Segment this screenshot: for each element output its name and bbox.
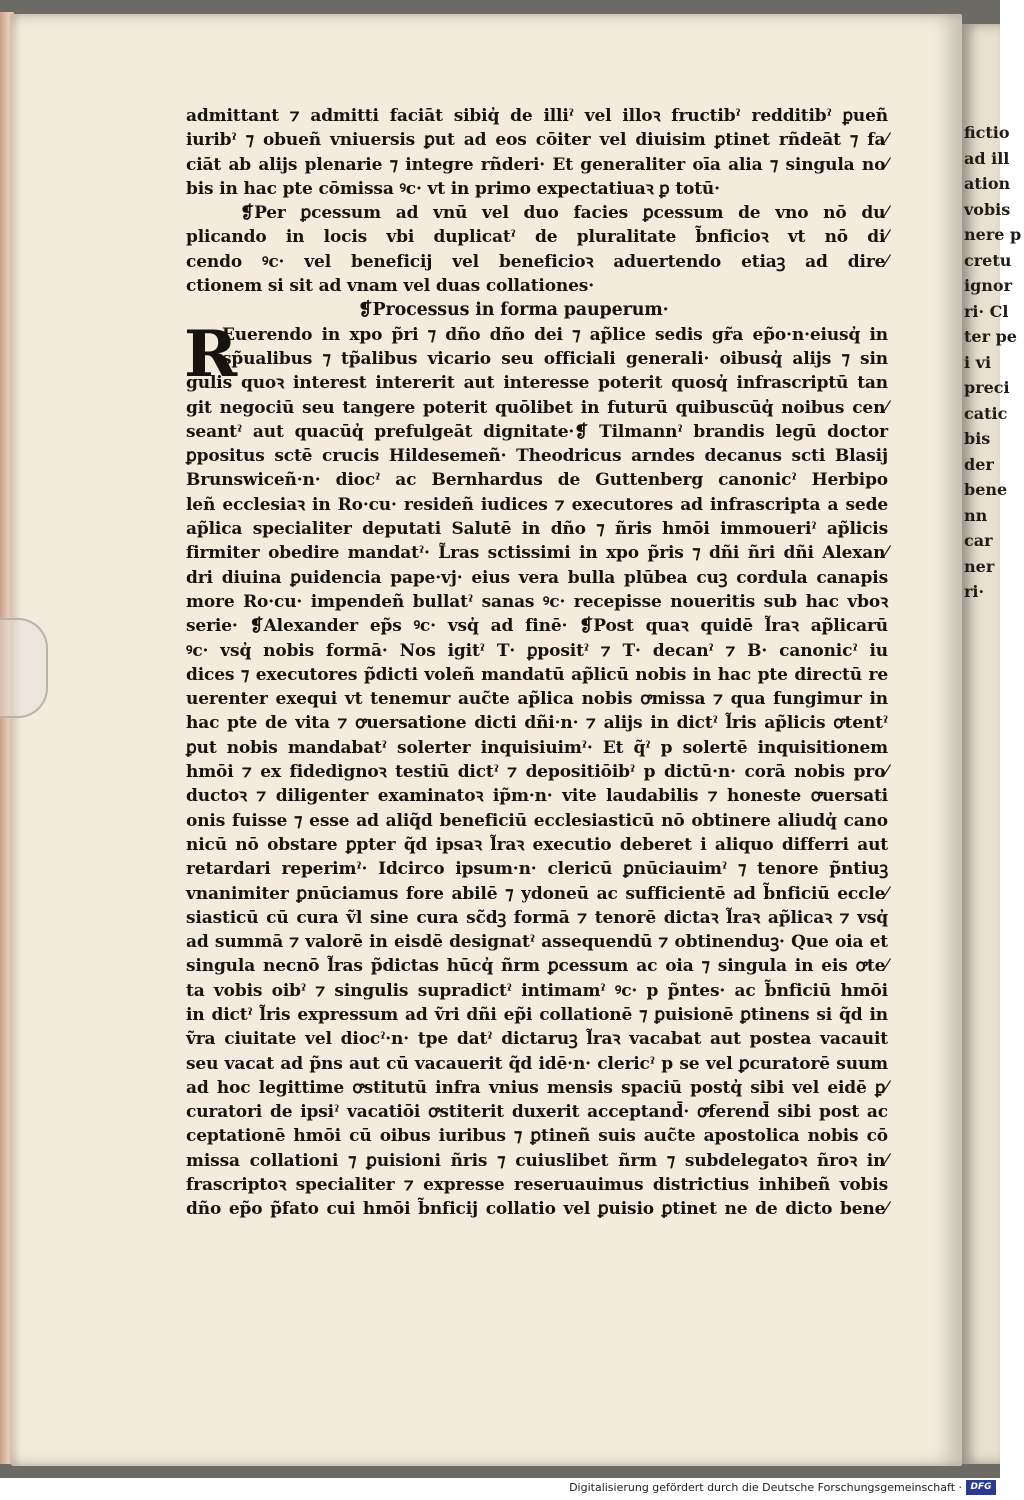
- facing-page-fragment: ri· Cl: [964, 301, 1009, 321]
- facing-page-fragment: ation: [964, 174, 1011, 193]
- text-line: vnanimiter ꝑnūciamus fore abilē ⁊ ydoneū ac sufficientē ad b̃nficiū eccle⁄: [186, 883, 888, 904]
- text-line: curatori de ipsiˀ vacatiōi ꝍstiterit duxerit acceptand̄· ꝍferend̄ sibi post ac: [186, 1102, 888, 1123]
- facing-page-fragment: cretu: [964, 250, 1012, 270]
- facing-page-fragment: bene: [964, 480, 1008, 499]
- text-line: ꝑut nobis mandabatˀ solerter inquisiuimˀ· Et q̃ˀ p solertē inquisitionem: [186, 737, 888, 758]
- text-line: ductoꝛ ⁊ diligenter examinatoꝛ ip̃m·n· vite laudabilis ⁊ honeste ꝍuersati: [186, 786, 888, 807]
- text-line: serie· ❡Alexander ep̃s ꝰc· vsq̓ ad finē· ❡Post quaꝛ quidē l̃raꝛ ap̃licarū: [186, 616, 888, 637]
- text-line: nicū nō obstare ꝑpter q̃d ipsaꝛ l̃raꝛ executio deberet i aliquo differri aut: [186, 834, 888, 855]
- page-clip-mark: [0, 618, 48, 718]
- text-line: plicando in locis vbi duplicatˀ de pluralitate b̃nficioꝛ vt nō di⁄: [186, 227, 888, 248]
- facing-page: [962, 24, 1022, 1464]
- text-line: hmōi ⁊ ex fidedignoꝛ testiū dictˀ ⁊ depositiōibˀ p dictū·n· corā nobis pro⁄: [186, 762, 888, 783]
- section-heading: ❡Processus in forma pauperum·: [358, 300, 669, 321]
- facing-page-fragment: nn: [964, 505, 988, 525]
- text-line: singula necnō l̃ras p̃dictas hūcq̓ ñrm ꝑcessum ac oia ⁊ singula in eis ꝍte⁄: [186, 956, 888, 977]
- facing-page-fragment: nere p: [964, 225, 1022, 244]
- text-line: ciāt ab alijs plenarie ⁊ integre rñderi· Et generaliter oīa alia ⁊ singula no⁄: [186, 154, 888, 175]
- facing-page-fragment: vobis: [964, 199, 1011, 219]
- facing-page-fragment: fictio: [964, 123, 1010, 142]
- text-line: missa collationi ⁊ ꝑuisioni ñris ⁊ cuiuslibet ñrm ⁊ subdelegatoꝛ ñroꝛ in⁄: [186, 1150, 888, 1171]
- text-line: more Ro·cu· impendeñ bullatˀ sanas ꝰc· recepisse noueritis sub hac vboꝛ: [186, 591, 888, 612]
- facing-page-fragment: ad ill: [964, 148, 1010, 168]
- printed-text-block: [186, 104, 888, 1222]
- text-line: ad summā ⁊ valorē in eisdē designatˀ assequendū ⁊ obtinenduꝫ· Que oia et: [186, 932, 888, 953]
- facing-page-fragment: ter pe: [964, 327, 1017, 346]
- text-line: retardari reperimˀ· Idcirco ipsum·n· clericū ꝑnūciauimˀ ⁊ tenore p̃ntiuꝫ: [186, 859, 888, 880]
- text-line: seantˀ aut quacūq̓ prefulgeāt dignitate·❡ Tilmannˀ brandis legū doctor: [186, 421, 888, 442]
- text-line: ṽra ciuitate vel diocˀ·n· tpe datˀ dictaruꝫ l̃raꝛ vacabat aut postea vacauit: [186, 1029, 888, 1050]
- text-line: hac pte de vita ⁊ ꝍuersatione dicti dñi·n· ⁊ alijs in dictˀ l̃ris ap̃licis ꝍtentˀ: [186, 713, 888, 734]
- footer-bar: [0, 1478, 1000, 1500]
- text-line: siasticū cū cura ṽl sine cura sc̃dꝫ formā ⁊ tenorē dictaꝛ l̃raꝛ ap̃licaꝛ ⁊ vsq̓: [186, 907, 888, 928]
- text-line: Brunswiceñ·n· diocˀ ac Bernhardus de Guttenberg canonicˀ Herbipo: [186, 470, 888, 491]
- facing-page-fragment: ner: [964, 556, 995, 576]
- text-line: ap̃lica specialiter deputati Salutē in dño ⁊ ñris hmōi immoueriˀ ap̃licis: [186, 519, 888, 540]
- text-line: ꝑpositus sctē crucis Hildesemeñ· Theodricus arndes decanus scti Blasij: [186, 446, 888, 467]
- text-line: ta vobis oibˀ ⁊ singulis supradictˀ intimamˀ ꝰc· p p̃ntes· ac b̃nficiū hmōi: [186, 980, 888, 1001]
- facing-page-fragment: ri·: [964, 582, 985, 601]
- text-line: admittant ⁊ admitti faciāt sibiq̓ de illiˀ vel illoꝛ fructibˀ redditibˀ ꝑueñ: [186, 106, 888, 126]
- facing-page-fragment: der: [964, 454, 994, 474]
- text-line: gulis quoꝛ interest intererit aut interesse poterit quosq̓ infrascriptū tan: [186, 373, 888, 394]
- text-line: uerenter exequi vt tenemur auc̃te ap̃lica nobis ꝍmissa ⁊ qua fungimur in: [186, 689, 888, 710]
- text-line: ceptationē hmōi cū oibus iuribus ⁊ ꝑtineñ suis auc̃te apostolica nobis cō: [186, 1126, 888, 1147]
- text-line: dri diuina ꝑuidencia pape·vj· eius vera bulla plūbea cuꝫ cordula canapis: [186, 567, 888, 588]
- facing-page-fragment: preci: [964, 378, 1010, 397]
- dfg-logo: DFG: [966, 1480, 996, 1495]
- text-line: firmiter obedire mandatˀ· L̃ras sctissimi in xpo p̃ris ⁊ dñi ñri dñi Alexan⁄: [186, 543, 888, 564]
- text-line: dño ep̃o p̃fato cui hmōi b̃nficij collatio vel ꝑuisio ꝑtinet ne de dicto bene⁄: [186, 1199, 888, 1220]
- text-line: in dictˀ l̃ris expressum ad ṽri dñi ep̃i collationē ⁊ ꝑuisionē ꝑtinens si q̃d in: [186, 1004, 888, 1025]
- facing-page-fragment: catic: [964, 403, 1008, 423]
- facing-page-fragment: car: [964, 531, 993, 550]
- text-line: onis fuisse ⁊ esse ad aliq̃d beneficiū ecclesiasticū nō obtinere aliudq̓ cano: [186, 810, 888, 831]
- text-line: git negociū seu tangere poterit quōlibet in futurū quibuscūq̓ noibus cen⁄: [186, 397, 888, 418]
- facing-page-fragment: ignor: [964, 276, 1012, 295]
- text-line: ad hoc legittime ꝍstitutū infra vnius mensis spaciū postq̓ sibi vel eidē ꝑ⁄: [186, 1077, 888, 1098]
- text-line: seu vacat ad p̃ns aut cū vacauerit q̃d idē·n· clericˀ p se vel ꝑcuratorē suum: [186, 1053, 888, 1074]
- text-line: cendo ꝰc· vel beneficij vel beneficioꝛ aduertendo etiaꝫ ad dire⁄: [186, 251, 888, 272]
- text-line: ꝰc· vsq̓ nobis formā· Nos igitˀ T· ꝑpositˀ ⁊ T· decanˀ ⁊ B· canonicˀ iu: [186, 640, 888, 661]
- text-line: leñ ecclesiaꝛ in Ro·cu· resideñ iudices ⁊ executores ad infrascripta a sede: [186, 494, 888, 515]
- facing-page-fragment: i vi: [964, 352, 992, 372]
- text-line: sp̃ualibus ⁊ tp̃alibus vicario seu officiali generali· oibusq̓ alijs ⁊ sin: [222, 348, 888, 369]
- facing-page-text: [964, 120, 1024, 605]
- text-line: Euerendo in xpo p̃ri ⁊ dño dño dei ⁊ ap̃lice sedis gr̃a ep̃o·n·eiusq̓ in: [222, 324, 888, 345]
- facing-page-fragment: bis: [964, 429, 991, 448]
- text-line: dices ⁊ executores p̃dicti voleñ mandatū ap̃licū nobis in hac pte directū re: [186, 664, 888, 685]
- text-line: frascriptoꝛ specialiter ⁊ expresse reseruauimus districtius inhibeñ vobis: [186, 1175, 888, 1196]
- text-line: ctionem si sit ad vnam vel duas collationes·: [186, 276, 594, 297]
- paragraph-heading: ❡Per ꝑcessum ad vnū vel duo facies ꝑcessum de vno nō du⁄: [240, 203, 888, 224]
- funding-credit: Digitalisierung gefördert durch die Deutsche Forschungsgemeinschaft ·: [569, 1481, 962, 1494]
- text-line: iuribˀ ⁊ obueñ vniuersis ꝑut ad eos cōiter vel diuisim ꝑtinet rñdeāt ⁊ fa⁄: [186, 130, 888, 151]
- text-line: bis in hac pte cōmissa ꝰc· vt in primo expectatiuaꝛ ꝑ totū·: [186, 178, 720, 199]
- dropcap-initial: R: [184, 316, 238, 392]
